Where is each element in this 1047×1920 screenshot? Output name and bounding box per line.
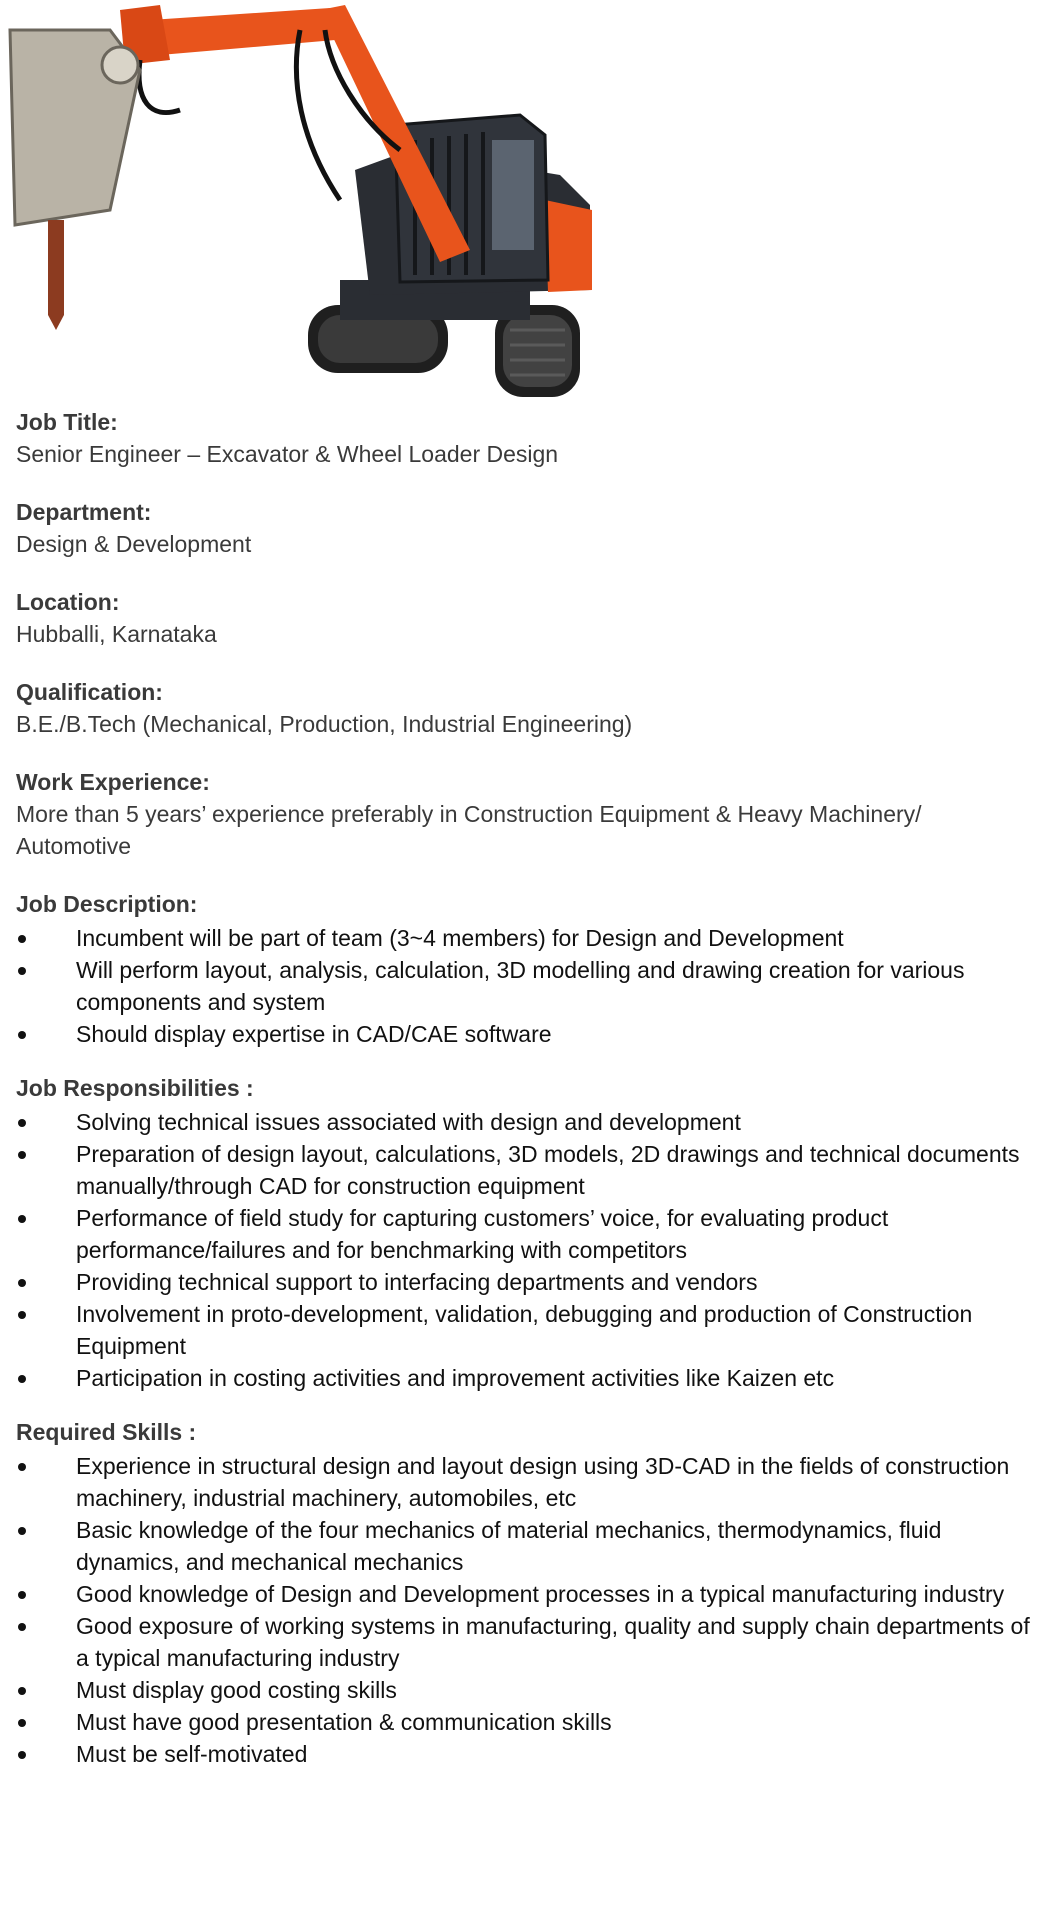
- location-field: [16, 586, 1031, 650]
- list-item: [16, 1266, 1031, 1298]
- job-title-field: [16, 406, 1031, 470]
- bullet-icon: [18, 1119, 26, 1127]
- required-skills-heading: Required Skills :: [16, 1419, 197, 1445]
- list-item: [16, 1018, 1031, 1050]
- list-item: [16, 1674, 1031, 1706]
- bullet-icon: [18, 1591, 26, 1599]
- list-item-text: Involvement in proto-development, validation, debugging and production of Construction Equipment: [76, 1301, 973, 1359]
- bullet-icon: [18, 967, 26, 975]
- list-item: [16, 1738, 1031, 1770]
- bullet-icon: [18, 1463, 26, 1471]
- bullet-icon: [18, 1279, 26, 1287]
- list-item-text: Should display expertise in CAD/CAE software: [76, 1021, 552, 1047]
- bullet-icon: [18, 1215, 26, 1223]
- job-posting: [16, 406, 1031, 1792]
- job-responsibilities-section: [16, 1072, 1031, 1394]
- work-experience-field: [16, 766, 1031, 862]
- list-item-text: Must have good presentation & communication skills: [76, 1709, 612, 1735]
- bullet-icon: [18, 1375, 26, 1383]
- bullet-icon: [18, 1623, 26, 1631]
- list-item: [16, 954, 1031, 1018]
- required-skills-section: [16, 1416, 1031, 1770]
- bullet-icon: [18, 1031, 26, 1039]
- qualification-value: B.E./B.Tech (Mechanical, Production, Industrial Engineering): [16, 711, 633, 737]
- list-item-text: Providing technical support to interfacing departments and vendors: [76, 1269, 758, 1295]
- list-item: [16, 1362, 1031, 1394]
- location-value: Hubballi, Karnataka: [16, 621, 217, 647]
- bullet-icon: [18, 1527, 26, 1535]
- list-item: [16, 1138, 1031, 1202]
- list-item: [16, 1298, 1031, 1362]
- list-item-text: Good exposure of working systems in manufacturing, quality and supply chain departments of a typical manufacturing industry: [76, 1613, 1030, 1671]
- job-responsibilities-list: [16, 1106, 1031, 1394]
- excavator-image: [0, 0, 600, 400]
- list-item-text: Solving technical issues associated with design and development: [76, 1109, 741, 1135]
- list-item-text: Performance of field study for capturing customers’ voice, for evaluating product performance/failures and for benchmarking with competitors: [76, 1205, 889, 1263]
- bullet-icon: [18, 935, 26, 943]
- qualification-field: [16, 676, 1031, 740]
- list-item: [16, 1450, 1031, 1514]
- location-label: Location:: [16, 589, 120, 615]
- job-title-label: Job Title:: [16, 409, 118, 435]
- list-item-text: Good knowledge of Design and Development processes in a typical manufacturing industry: [76, 1581, 1005, 1607]
- list-item: [16, 1202, 1031, 1266]
- department-label: Department:: [16, 499, 152, 525]
- job-description-section: [16, 888, 1031, 1050]
- bullet-icon: [18, 1719, 26, 1727]
- list-item: [16, 1706, 1031, 1738]
- bullet-icon: [18, 1311, 26, 1319]
- list-item: [16, 1514, 1031, 1578]
- list-item-text: Experience in structural design and layout design using 3D-CAD in the fields of construction machinery, industrial machinery, automobiles, etc: [76, 1453, 1010, 1511]
- department-field: [16, 496, 1031, 560]
- bullet-icon: [18, 1687, 26, 1695]
- bullet-icon: [18, 1151, 26, 1159]
- qualification-label: Qualification:: [16, 679, 163, 705]
- list-item-text: Must display good costing skills: [76, 1677, 397, 1703]
- work-experience-label: Work Experience:: [16, 769, 210, 795]
- list-item: [16, 1610, 1031, 1674]
- job-title-value: Senior Engineer – Excavator & Wheel Loader Design: [16, 441, 559, 467]
- bullet-icon: [18, 1751, 26, 1759]
- job-description-list: [16, 922, 1031, 1050]
- list-item-text: Will perform layout, analysis, calculation, 3D modelling and drawing creation for various components and system: [76, 957, 965, 1015]
- work-experience-value: More than 5 years’ experience preferably in Construction Equipment & Heavy Machinery/ Automotive: [16, 801, 922, 859]
- list-item: [16, 1578, 1031, 1610]
- list-item-text: Participation in costing activities and improvement activities like Kaizen etc: [76, 1365, 835, 1391]
- department-value: Design & Development: [16, 531, 252, 557]
- excavator-icon: [0, 0, 600, 400]
- job-description-heading: Job Description:: [16, 891, 198, 917]
- required-skills-list: [16, 1450, 1031, 1770]
- list-item-text: Must be self-motivated: [76, 1741, 308, 1767]
- list-item-text: Incumbent will be part of team (3~4 members) for Design and Development: [76, 925, 844, 951]
- list-item: [16, 922, 1031, 954]
- list-item: [16, 1106, 1031, 1138]
- list-item-text: Basic knowledge of the four mechanics of material mechanics, thermodynamics, fluid dynamics, and mechanical mechanics: [76, 1517, 942, 1575]
- list-item-text: Preparation of design layout, calculations, 3D models, 2D drawings and technical documents manually/through CAD for construction equipment: [76, 1141, 1020, 1199]
- job-responsibilities-heading: Job Responsibilities :: [16, 1075, 254, 1101]
